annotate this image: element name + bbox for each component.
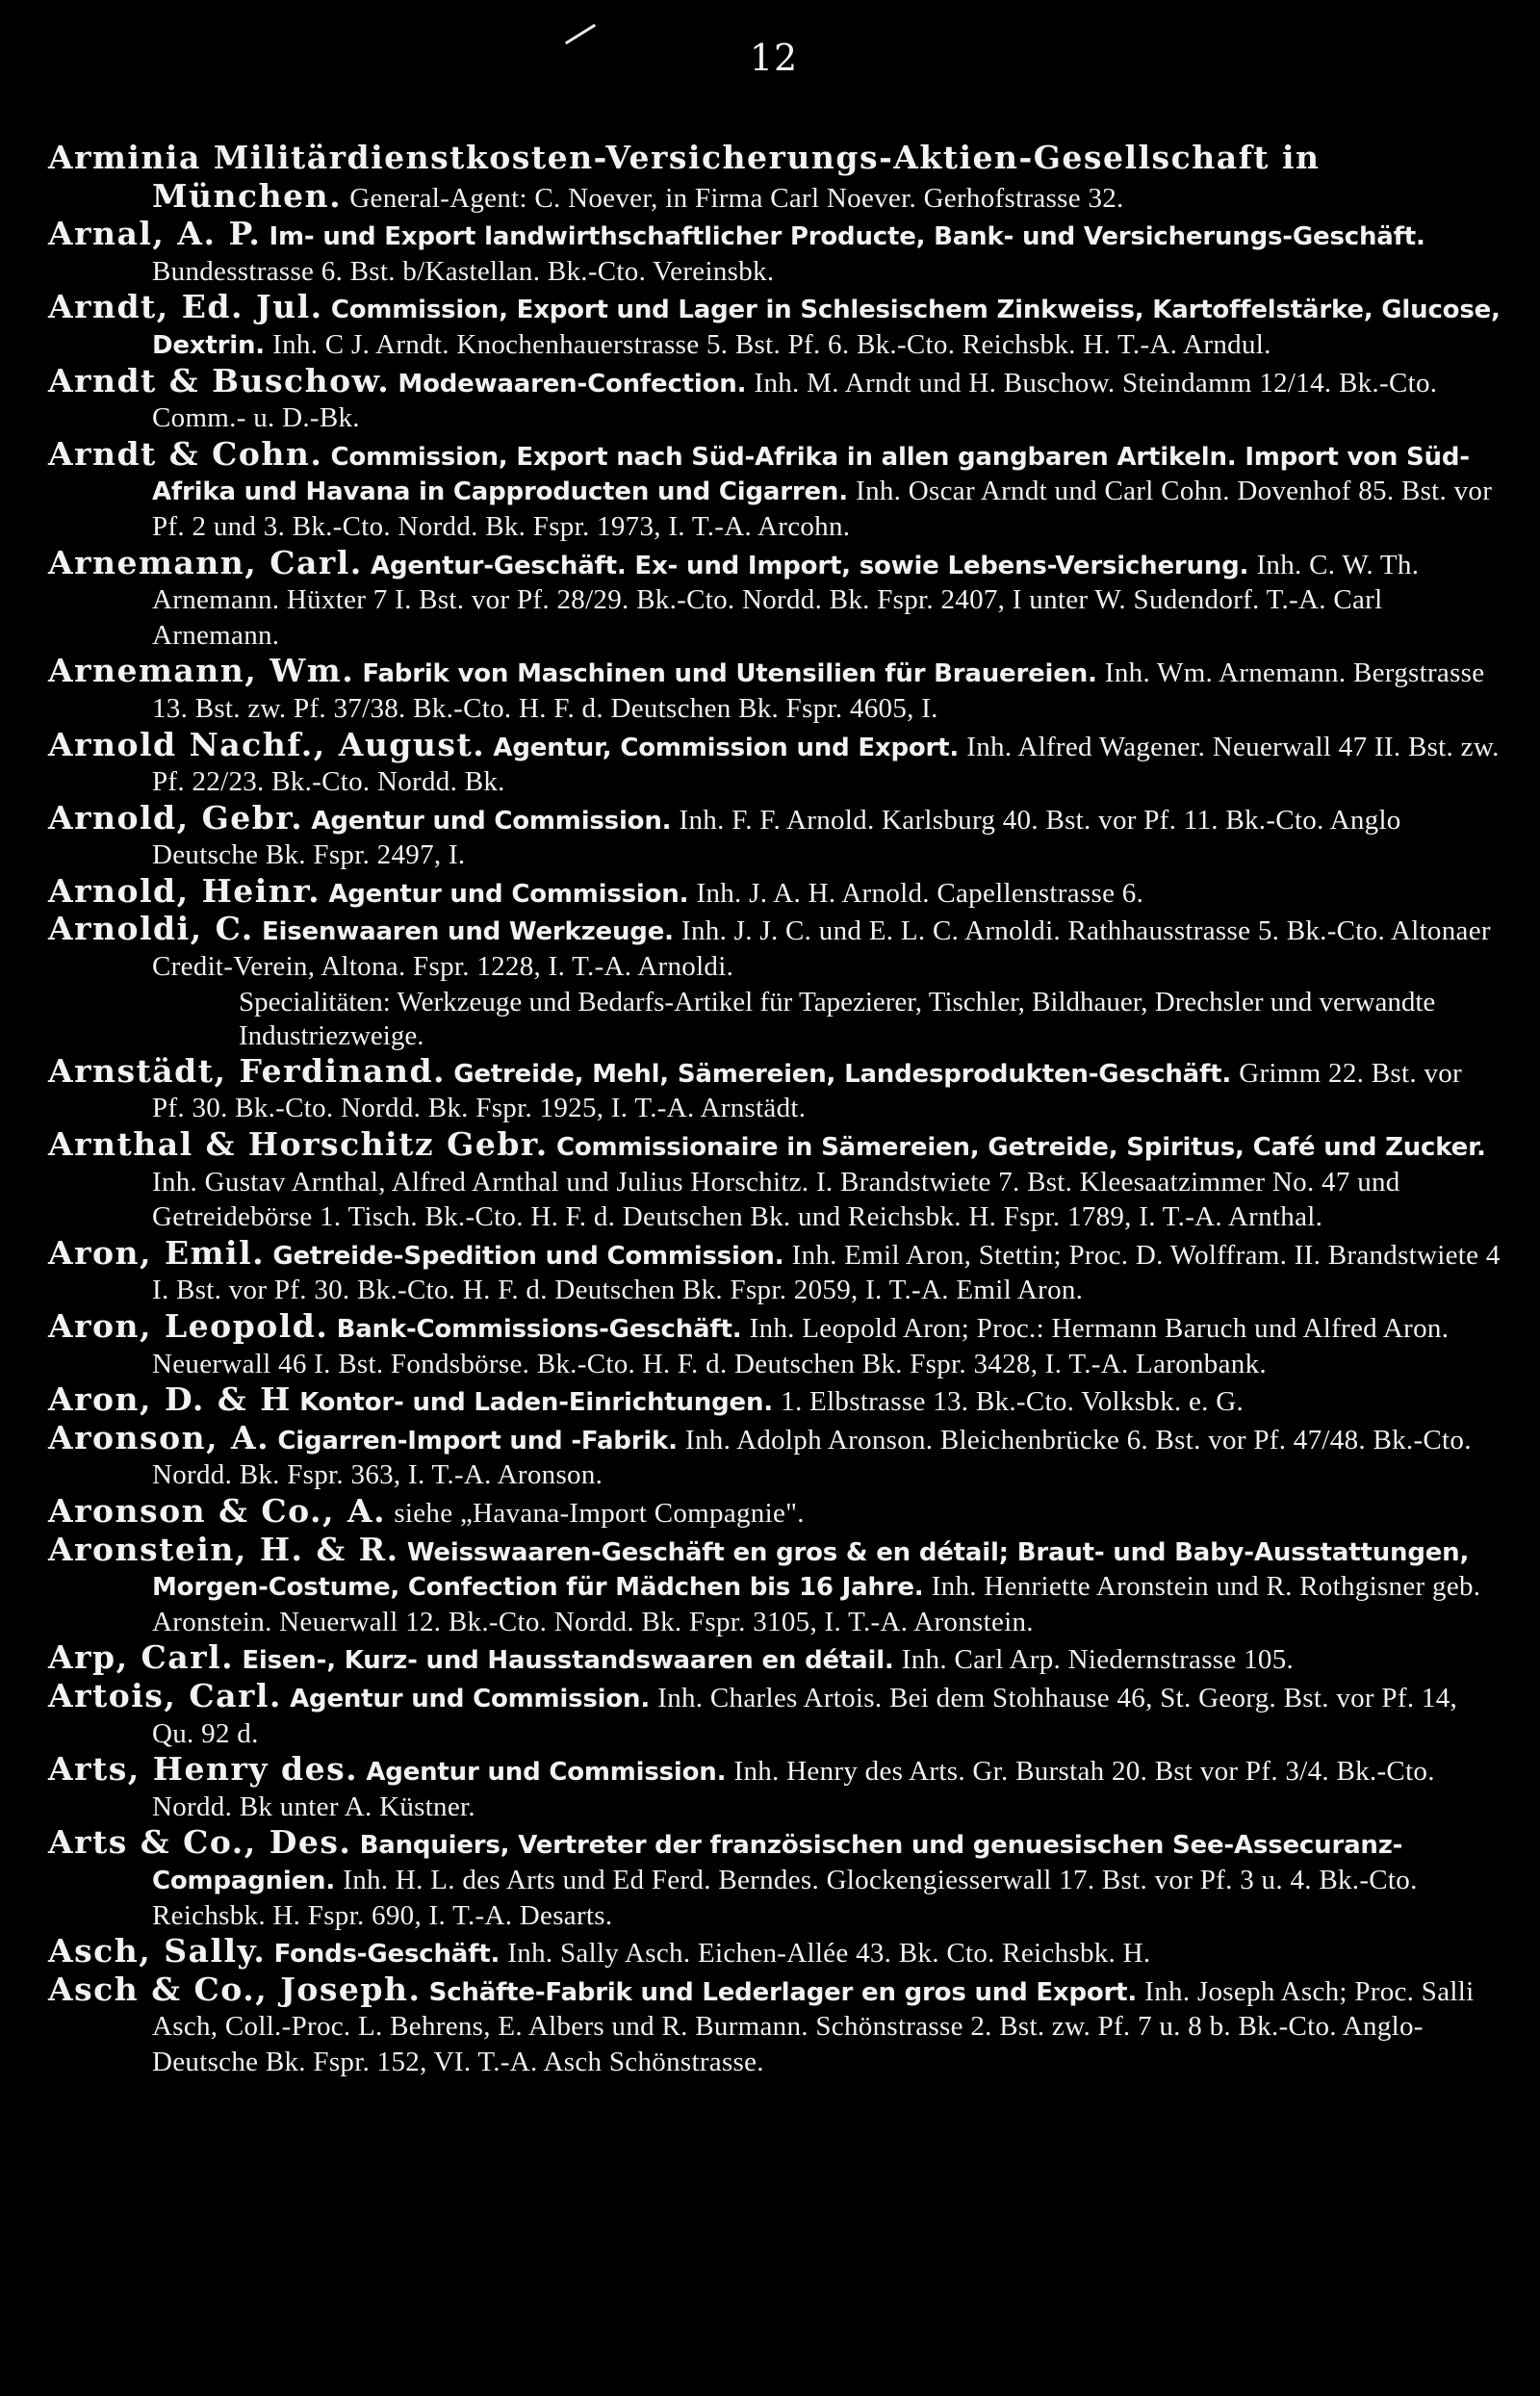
directory-entry bbox=[46, 1233, 1502, 1309]
entry-name: Arnstädt, Ferdinand. bbox=[48, 1051, 447, 1090]
entry-details: Inh. Leopold Aron; Proc.: Hermann Baruch und Alfred Aron. Neuerwall 46 I. Bst. Fondsbörse. Bk.-Cto. H. F. d. Deutschen Bk. Fspr. 3428, I. T.-A. Laronbank. bbox=[152, 1313, 1450, 1379]
directory-entry bbox=[46, 1051, 1502, 1127]
entry-details: Bundesstrasse 6. Bst. b/Kastellan. Bk.-Cto. Vereinsbk. bbox=[152, 255, 775, 287]
directory-entry bbox=[46, 141, 1502, 217]
entry-trade: Bank-Commissions-Geschäft. bbox=[336, 1315, 742, 1344]
entry-trade: Agentur und Commission. bbox=[328, 879, 689, 909]
directory-entry bbox=[46, 1640, 1502, 1679]
entry-details: 1. Elbstrasse 13. Bk.-Cto. Volksbk. e. G. bbox=[781, 1386, 1245, 1418]
entry-name: Arnthal & Horschitz Gebr. bbox=[48, 1125, 549, 1164]
entry-trade: Cigarren-Import und -Fabrik. bbox=[277, 1426, 678, 1456]
entry-trade: Commission, Export nach Süd-Afrika in allen gangbaren Artikeln. Import von Süd-Afrika und Havana in Capproducten und Cigarren. bbox=[152, 442, 1470, 507]
entry-trade: Getreide, Mehl, Sämereien, Landesprodukten-Geschäft. bbox=[453, 1059, 1232, 1089]
directory-entry bbox=[46, 1972, 1502, 2081]
directory-entry bbox=[46, 912, 1502, 1053]
entry-trade: Im- und Export landwirthschaftlicher Producte, Bank- und Versicherungs-Geschäft. bbox=[269, 222, 1425, 252]
entry-details: Inh. Alfred Wagener. Neuerwall 47 II. Bst. zw. Pf. 22/23. Bk.-Cto. Nordd. Bk. bbox=[152, 731, 1500, 798]
entry-trade: Agentur und Commission. bbox=[311, 806, 672, 836]
directory-entry bbox=[46, 217, 1502, 290]
entry-trade: Banquiers, Vertreter der französischen und genuesischen See-Assecuranz-Compagnien. bbox=[152, 1831, 1403, 1895]
entry-details: General-Agent: C. Noever, in Firma Carl Noever. Gerhofstrasse 32. bbox=[349, 182, 1124, 214]
entry-details: Inh. M. Arndt und H. Buschow. Steindamm 12/14. Bk.-Cto. Comm.- u. D.-Bk. bbox=[152, 367, 1438, 434]
entry-name: Asch, Sally. bbox=[48, 1932, 267, 1971]
entry-name: Aronstein, H. & R. bbox=[48, 1530, 399, 1568]
entry-trade: Commissionaire in Sämereien, Getreide, Spiritus, Café und Zucker. bbox=[555, 1133, 1486, 1163]
directory-entry bbox=[46, 1934, 1502, 1972]
entry-specialities: Specialitäten: Werkzeuge und Bedarfs-Artikel für Tapezierer, Tischler, Bildhauer, Drechsler und verwandte Industriezweige. bbox=[239, 986, 1436, 1052]
entry-trade: Eisenwaaren und Werkzeuge. bbox=[262, 917, 674, 947]
entry-details: Grimm 22. Bst. vor Pf. 30. Bk.-Cto. Nordd. Bk. Fspr. 1925, I. T.-A. Arnstädt. bbox=[152, 1057, 1462, 1124]
directory-entry bbox=[46, 798, 1502, 874]
directory-entry bbox=[46, 543, 1502, 655]
directory-entry bbox=[46, 434, 1502, 546]
entry-details: Inh. Wm. Arnemann. Bergstrasse 13. Bst. zw. Pf. 37/38. Bk.-Cto. H. F. d. Deutschen Bk. Fspr. 4605, I. bbox=[152, 657, 1485, 724]
entry-trade: Agentur und Commission. bbox=[290, 1684, 651, 1713]
entry-details: Inh. Charles Artois. Bei dem Stohhause 46, St. Georg. Bst. vor Pf. 14, Qu. 92 d. bbox=[152, 1682, 1458, 1749]
directory-entry bbox=[46, 1530, 1502, 1641]
entry-details: Inh. Henriette Aronstein und R. Rothgisner geb. Aronstein. Neuerwall 12. Bk.-Cto. Nordd. Bk. Fspr. 3105, I. T.-A. Aronstein. bbox=[152, 1571, 1481, 1637]
entry-name: Arnoldi, C. bbox=[48, 910, 254, 948]
directory-entry bbox=[46, 361, 1502, 437]
entry-name: Aron, Leopold. bbox=[48, 1307, 329, 1345]
directory-entry bbox=[46, 654, 1502, 727]
entry-details: Inh. J. A. H. Arnold. Capellenstrasse 6. bbox=[696, 877, 1144, 909]
entry-name: Arnemann, Carl. bbox=[48, 543, 363, 581]
entry-name: Aronson, A. bbox=[48, 1418, 270, 1456]
entry-details: Inh. C. W. Th. Arnemann. Hüxter 7 I. Bst. vor Pf. 28/29. Bk.-Cto. Nordd. Bk. Fspr. 2407, I unter W. Sudendorf. T.-A. Carl Arnemann. bbox=[152, 549, 1420, 651]
entry-name: Arndt & Cohn. bbox=[48, 434, 323, 473]
entry-details: Inh. Gustav Arnthal, Alfred Arnthal und Julius Horschitz. I. Brandstwiete 7. Bst. Kleesaatzimmer No. 47 und Getreidebörse 1. Tisch. Bk.-Cto. H. F. d. Deutschen Bk. und Reichsbk. H. Fspr. 1789, I. T.-A. Arnthal. bbox=[152, 1166, 1400, 1233]
entry-name: Aronson & Co., A. bbox=[48, 1491, 387, 1530]
directory-entry bbox=[46, 290, 1502, 363]
entry-details: Inh. H. L. des Arts und Ed Ferd. Berndes. Glockengiesserwall 17. Bst. vor Pf. 3 u. 4. Bk.-Cto. Reichsbk. H. Fspr. 690, I. T.-A. Desarts. bbox=[152, 1864, 1418, 1931]
entry-name: Arts, Henry des. bbox=[48, 1750, 359, 1789]
entry-trade: Commission, Export und Lager in Schlesischem Zinkweiss, Kartoffelstärke, Glucose, Dextrin. bbox=[152, 296, 1501, 360]
entry-name: Artois, Carl. bbox=[48, 1676, 282, 1714]
entry-name: Arndt, Ed. Jul. bbox=[48, 288, 323, 326]
entry-trade: Fabrik von Maschinen und Utensilien für Brauereien. bbox=[362, 659, 1097, 689]
entry-details: siehe „Havana-Import Compagnie". bbox=[394, 1497, 805, 1529]
entry-trade: Weisswaaren-Geschäft en gros & en détail; Braut- und Baby-Ausstattungen, Morgen-Costume, Confection für Mädchen bis 16 Jahre. bbox=[152, 1537, 1470, 1603]
entry-name: Arminia Militärdienstkosten-Versicherungs-Aktien-Gesellschaft in München. bbox=[48, 139, 1321, 215]
directory-entry bbox=[46, 871, 1502, 913]
entry-details: Inh. Joseph Asch; Proc. Salli Asch, Coll.-Proc. L. Behrens, E. Albers und R. Burmann. Schönstrasse 2. Bst. zw. Pf. 7 u. 8 b. Bk.-Cto. Anglo-Deutsche Bk. Fspr. 152, VI. T.-A. Asch Schönstrasse. bbox=[152, 1975, 1475, 2077]
entry-trade: Kontor- und Laden-Einrichtungen. bbox=[299, 1388, 773, 1418]
entry-trade: Agentur, Commission und Export. bbox=[493, 733, 960, 762]
entry-list bbox=[46, 141, 1502, 2080]
directory-entry bbox=[46, 725, 1502, 801]
entry-name: Arnold Nachf., August. bbox=[48, 725, 486, 763]
directory-entry bbox=[46, 1382, 1502, 1421]
entry-trade: Agentur-Geschäft. Ex- und Import, sowie Lebens-Versicherung. bbox=[371, 551, 1249, 580]
entry-trade: Agentur und Commission. bbox=[366, 1758, 727, 1788]
entry-details: Inh. Carl Arp. Niedernstrasse 105. bbox=[901, 1644, 1295, 1676]
directory-entry bbox=[46, 1309, 1502, 1382]
entry-name: Arp, Carl. bbox=[48, 1638, 235, 1677]
entry-details: Inh. C J. Arndt. Knochenhauerstrasse 5. Bst. Pf. 6. Bk.-Cto. Reichsbk. H. T.-A. Arndul. bbox=[272, 328, 1271, 360]
entry-details: Inh. Oscar Arndt und Carl Cohn. Dovenhof 85. Bst. vor Pf. 2 und 3. Bk.-Cto. Nordd. Bk. Fspr. 1973, I. T.-A. Arcohn. bbox=[152, 476, 1493, 542]
entry-name: Arndt & Buschow. bbox=[48, 361, 391, 399]
entry-trade: Fonds-Geschäft. bbox=[273, 1940, 500, 1970]
directory-entry bbox=[46, 1752, 1502, 1825]
entry-name: Aron, Emil. bbox=[48, 1233, 266, 1272]
directory-entry bbox=[46, 1825, 1502, 1934]
entry-name: Arnold, Heinr. bbox=[48, 871, 321, 910]
page-number: 12 bbox=[749, 37, 799, 79]
entry-details: Inh. Sally Asch. Eichen-Allée 43. Bk. Cto. Reichsbk. H. bbox=[507, 1938, 1151, 1970]
entry-name: Arts & Co., Des. bbox=[48, 1823, 352, 1862]
entry-details: Inh. J. J. C. und E. L. C. Arnoldi. Rathhausstrasse 5. Bk.-Cto. Altonaer Credit-Verein, Altona. Fspr. 1228, I. T.-A. Arnoldi. bbox=[152, 915, 1491, 983]
entry-name: Asch & Co., Joseph. bbox=[48, 1970, 422, 2008]
entry-name: Aron, D. & H bbox=[48, 1380, 292, 1419]
directory-entry bbox=[46, 1491, 1502, 1533]
entry-details: Inh. F. F. Arnold. Karlsburg 40. Bst. vor Pf. 11. Bk.-Cto. Anglo Deutsche Bk. Fspr. 2497, I. bbox=[152, 804, 1401, 871]
entry-trade: Schäfte-Fabrik und Lederlager en gros und Export. bbox=[428, 1977, 1138, 2007]
entry-trade: Getreide-Spedition und Commission. bbox=[272, 1241, 784, 1271]
entry-details: Inh. Adolph Aronson. Bleichenbrücke 6. Bst. vor Pf. 47/48. Bk.-Cto. Nordd. Bk. Fspr. 363, I. T.-A. Aronson. bbox=[152, 1424, 1472, 1491]
directory-entry bbox=[46, 1418, 1502, 1494]
entry-name: Arnemann, Wm. bbox=[48, 652, 355, 690]
entry-name: Arnal, A. P. bbox=[48, 215, 262, 253]
entry-trade: Modewaaren-Confection. bbox=[398, 369, 747, 399]
entry-details: Inh. Emil Aron, Stettin; Proc. D. Wolffram. II. Brandstwiete 4 I. Bst. vor Pf. 30. Bk.-Cto. H. F. d. Deutschen Bk. Fspr. 2059, I. T.-A. Emil Aron. bbox=[152, 1239, 1501, 1306]
directory-entry bbox=[46, 1127, 1502, 1236]
entry-details: Inh. Henry des Arts. Gr. Burstah 20. Bst vor Pf. 3/4. Bk.-Cto. Nordd. Bk unter A. Küstner. bbox=[152, 1756, 1435, 1822]
entry-trade: Eisen-, Kurz- und Hausstandswaaren en détail. bbox=[242, 1646, 894, 1676]
entry-name: Arnold, Gebr. bbox=[48, 798, 304, 837]
directory-entry bbox=[46, 1676, 1502, 1752]
